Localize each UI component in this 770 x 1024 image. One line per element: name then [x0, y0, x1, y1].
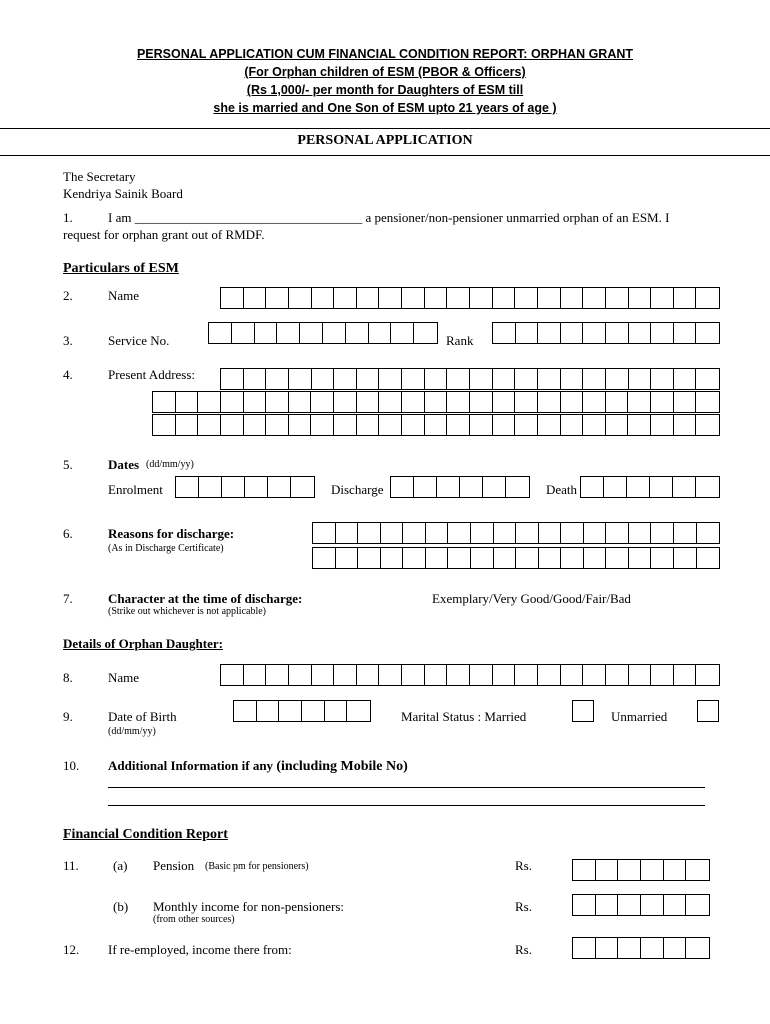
input-box[interactable]: [606, 665, 629, 685]
input-box[interactable]: [606, 548, 629, 568]
input-box[interactable]: [402, 665, 425, 685]
input-box[interactable]: [198, 392, 221, 412]
input-box[interactable]: [153, 415, 176, 435]
input-box[interactable]: [538, 369, 561, 389]
death-date-boxes[interactable]: [580, 476, 720, 498]
input-box[interactable]: [696, 288, 719, 308]
input-box[interactable]: [447, 392, 470, 412]
input-box[interactable]: [561, 548, 584, 568]
input-box[interactable]: [470, 288, 493, 308]
input-box[interactable]: [426, 548, 449, 568]
enrolment-label: Enrolment: [108, 482, 163, 497]
input-box[interactable]: [628, 415, 651, 435]
discharge-label: Discharge: [331, 482, 384, 497]
monthly-income-note: (from other sources): [153, 914, 235, 925]
input-box[interactable]: [425, 288, 448, 308]
character-note: (Strike out whichever is not applicable): [108, 606, 267, 617]
input-box[interactable]: [494, 523, 517, 543]
input-box[interactable]: [696, 323, 719, 343]
input-box[interactable]: [425, 665, 448, 685]
input-box[interactable]: [266, 415, 289, 435]
input-box[interactable]: [561, 288, 584, 308]
input-box[interactable]: [425, 415, 448, 435]
additional-info-label-a: Additional Information if any: [108, 758, 274, 773]
para-text: I am ___________________________________ a pensioner/non-pensioner unmarried orphan of an ESM. I: [108, 210, 670, 225]
input-box[interactable]: [447, 665, 470, 685]
input-box[interactable]: [403, 523, 426, 543]
input-box[interactable]: [266, 392, 289, 412]
input-box[interactable]: [221, 665, 244, 685]
input-box[interactable]: [596, 860, 619, 880]
item-number: 9.: [63, 709, 73, 724]
input-box[interactable]: [311, 415, 334, 435]
input-box[interactable]: [198, 415, 221, 435]
character-label: Character at the time of discharge:: [108, 591, 303, 606]
address-boxes-row2[interactable]: [152, 391, 720, 413]
input-box[interactable]: [606, 523, 629, 543]
addressee-line2: Kendriya Sainik Board: [63, 186, 183, 201]
input-box[interactable]: [515, 665, 538, 685]
item-number: 5.: [63, 457, 73, 472]
input-box[interactable]: [483, 477, 506, 497]
input-box[interactable]: [696, 369, 719, 389]
input-box[interactable]: [493, 323, 516, 343]
address-boxes-row1[interactable]: [220, 368, 720, 390]
para-text-cont: request for orphan grant out of RMDF.: [63, 227, 265, 242]
input-box[interactable]: [153, 392, 176, 412]
input-box[interactable]: [470, 665, 493, 685]
pension-amount-boxes[interactable]: [572, 859, 710, 881]
address-label: Present Address:: [108, 367, 196, 382]
sub-item-a: (a): [113, 858, 128, 873]
input-box[interactable]: [493, 392, 516, 412]
item-number: 8.: [63, 670, 73, 685]
input-box[interactable]: [573, 860, 596, 880]
reasons-boxes-row2[interactable]: [312, 547, 720, 569]
input-box[interactable]: [302, 701, 325, 721]
input-box[interactable]: [323, 323, 346, 343]
input-box[interactable]: [414, 477, 437, 497]
monthly-income-label: Monthly income for non-pensioners:: [153, 899, 344, 914]
input-box[interactable]: [674, 415, 697, 435]
input-box[interactable]: [651, 369, 674, 389]
input-box[interactable]: [289, 415, 312, 435]
input-box[interactable]: [538, 665, 561, 685]
input-box[interactable]: [618, 895, 641, 915]
input-box[interactable]: [448, 548, 471, 568]
input-box[interactable]: [596, 895, 619, 915]
dates-format: (dd/mm/yy): [146, 459, 194, 470]
input-box[interactable]: [515, 415, 538, 435]
input-box[interactable]: [358, 523, 381, 543]
rs-label: Rs.: [515, 899, 532, 914]
input-box[interactable]: [266, 665, 289, 685]
reasons-note: (As in Discharge Certificate): [108, 543, 224, 554]
input-box[interactable]: [674, 369, 697, 389]
divider: [0, 128, 770, 129]
orphan-heading: Details of Orphan Daughter:: [63, 636, 223, 651]
esm-name-boxes[interactable]: [220, 287, 720, 309]
item-number: 10.: [63, 758, 80, 773]
input-box[interactable]: [686, 860, 709, 880]
additional-info-label-b: (including Mobile No): [276, 759, 408, 774]
input-box[interactable]: [222, 477, 245, 497]
input-box[interactable]: [561, 415, 584, 435]
input-box[interactable]: [596, 938, 619, 958]
item-number: 4.: [63, 367, 73, 382]
item-number: 11.: [63, 858, 79, 873]
item-number: 2.: [63, 288, 73, 303]
input-box[interactable]: [289, 392, 312, 412]
input-box[interactable]: [379, 415, 402, 435]
item-number: 3.: [63, 333, 73, 348]
input-box[interactable]: [232, 323, 255, 343]
input-box[interactable]: [674, 523, 697, 543]
input-box[interactable]: [696, 477, 719, 497]
input-box[interactable]: [266, 369, 289, 389]
input-box[interactable]: [561, 665, 584, 685]
input-box[interactable]: [506, 477, 529, 497]
input-box[interactable]: [289, 665, 312, 685]
input-box[interactable]: [334, 665, 357, 685]
input-box[interactable]: [651, 665, 674, 685]
input-box[interactable]: [651, 323, 674, 343]
input-box[interactable]: [583, 369, 606, 389]
input-box[interactable]: [628, 392, 651, 412]
input-box[interactable]: [629, 548, 652, 568]
input-box[interactable]: [257, 701, 280, 721]
input-box[interactable]: [347, 701, 370, 721]
dob-boxes[interactable]: [233, 700, 371, 722]
input-box[interactable]: [176, 415, 199, 435]
reasons-label: Reasons for discharge:: [108, 526, 235, 541]
input-box[interactable]: [561, 369, 584, 389]
item-number: 12.: [63, 942, 80, 957]
reemployed-label: If re-employed, income there from:: [108, 942, 292, 957]
input-box[interactable]: [336, 548, 359, 568]
input-box[interactable]: [402, 369, 425, 389]
input-box[interactable]: [686, 895, 709, 915]
input-box[interactable]: [255, 323, 278, 343]
input-box[interactable]: [673, 477, 696, 497]
sub-item-b: (b): [113, 899, 129, 914]
input-box[interactable]: [311, 392, 334, 412]
input-box[interactable]: [325, 701, 348, 721]
input-box[interactable]: [268, 477, 291, 497]
input-box[interactable]: [471, 548, 494, 568]
input-box[interactable]: [651, 415, 674, 435]
input-box[interactable]: [538, 392, 561, 412]
input-box[interactable]: [561, 323, 584, 343]
input-box[interactable]: [651, 523, 674, 543]
input-box[interactable]: [244, 288, 267, 308]
input-box[interactable]: [583, 415, 606, 435]
input-box[interactable]: [279, 701, 302, 721]
input-box[interactable]: [402, 288, 425, 308]
additional-info-label: [108, 758, 408, 775]
unmarried-checkbox[interactable]: [697, 700, 719, 722]
input-box[interactable]: [515, 392, 538, 412]
input-box[interactable]: [447, 288, 470, 308]
input-box[interactable]: [471, 523, 494, 543]
input-box[interactable]: [234, 701, 257, 721]
input-box[interactable]: [448, 523, 471, 543]
rs-label: Rs.: [515, 942, 532, 957]
service-no-boxes[interactable]: [208, 322, 438, 344]
form-title: PERSONAL APPLICATION CUM FINANCIAL CONDITION REPORT: ORPHAN GRANT: [136, 47, 634, 61]
input-box[interactable]: [538, 288, 561, 308]
input-box[interactable]: [561, 392, 584, 412]
input-box[interactable]: [402, 415, 425, 435]
input-box[interactable]: [266, 288, 289, 308]
input-box[interactable]: [584, 548, 607, 568]
married-checkbox[interactable]: [572, 700, 594, 722]
input-box[interactable]: [629, 523, 652, 543]
input-box[interactable]: [651, 548, 674, 568]
input-box[interactable]: [391, 323, 414, 343]
input-box[interactable]: [686, 938, 709, 958]
addressee-line1: The Secretary: [63, 169, 136, 184]
form-subtitle-1: (For Orphan children of ESM (PBOR & Officers): [244, 65, 526, 79]
input-box[interactable]: [381, 523, 404, 543]
input-box[interactable]: [447, 369, 470, 389]
input-box[interactable]: [379, 392, 402, 412]
input-box[interactable]: [346, 323, 369, 343]
item-number: 6.: [63, 526, 73, 541]
input-box[interactable]: [674, 665, 697, 685]
input-box[interactable]: [334, 288, 357, 308]
divider: [0, 155, 770, 156]
input-box[interactable]: [697, 548, 720, 568]
input-box[interactable]: [336, 523, 359, 543]
input-box[interactable]: [470, 392, 493, 412]
input-box[interactable]: [573, 895, 596, 915]
input-box[interactable]: [629, 288, 652, 308]
input-box[interactable]: [379, 288, 402, 308]
input-box[interactable]: [277, 323, 300, 343]
input-box[interactable]: [538, 415, 561, 435]
input-box[interactable]: [583, 665, 606, 685]
input-box[interactable]: [629, 323, 652, 343]
input-box[interactable]: [583, 392, 606, 412]
input-box[interactable]: [357, 415, 380, 435]
input-box[interactable]: [447, 415, 470, 435]
pension-label: Pension: [153, 858, 195, 873]
input-box[interactable]: [674, 323, 697, 343]
input-box[interactable]: [539, 523, 562, 543]
additional-info-line-1[interactable]: [108, 787, 705, 788]
input-box[interactable]: [425, 392, 448, 412]
input-box[interactable]: [696, 392, 719, 412]
dob-format: (dd/mm/yy): [108, 726, 156, 737]
input-box[interactable]: [437, 477, 460, 497]
input-box[interactable]: [470, 415, 493, 435]
input-box[interactable]: [583, 288, 606, 308]
input-box[interactable]: [606, 369, 629, 389]
input-box[interactable]: [209, 323, 232, 343]
input-box[interactable]: [470, 369, 493, 389]
dob-label: Date of Birth: [108, 709, 177, 724]
input-box[interactable]: [334, 392, 357, 412]
form-subtitle-3: she is married and One Son of ESM upto 21 years of age ): [213, 101, 557, 115]
address-boxes-row3[interactable]: [152, 414, 720, 436]
input-box[interactable]: [334, 415, 357, 435]
input-box[interactable]: [493, 288, 516, 308]
input-box[interactable]: [493, 665, 516, 685]
input-box[interactable]: [606, 415, 629, 435]
input-box[interactable]: [651, 288, 674, 308]
input-box[interactable]: [627, 477, 650, 497]
input-box[interactable]: [515, 369, 538, 389]
input-box[interactable]: [516, 523, 539, 543]
input-box[interactable]: [414, 323, 437, 343]
discharge-date-boxes[interactable]: [390, 476, 530, 498]
input-box[interactable]: [664, 895, 687, 915]
reemployed-amount-boxes[interactable]: [572, 937, 710, 959]
input-box[interactable]: [402, 392, 425, 412]
input-box[interactable]: [606, 323, 629, 343]
input-box[interactable]: [539, 548, 562, 568]
input-box[interactable]: [460, 477, 483, 497]
financial-heading: Financial Condition Report: [63, 827, 228, 842]
dates-label: Dates: [108, 457, 140, 472]
input-box[interactable]: [199, 477, 222, 497]
death-label: Death: [546, 482, 578, 497]
input-box[interactable]: [357, 665, 380, 685]
input-box[interactable]: [289, 288, 312, 308]
section-title: PERSONAL APPLICATION: [297, 133, 473, 148]
monthly-income-boxes[interactable]: [572, 894, 710, 916]
input-box[interactable]: [581, 477, 604, 497]
input-box[interactable]: [573, 938, 596, 958]
input-box[interactable]: [426, 523, 449, 543]
input-box[interactable]: [221, 392, 244, 412]
input-box[interactable]: [403, 548, 426, 568]
input-box[interactable]: [538, 323, 561, 343]
item-number: 7.: [63, 591, 73, 606]
input-box[interactable]: [312, 665, 335, 685]
input-box[interactable]: [381, 548, 404, 568]
rs-label: Rs.: [515, 858, 532, 873]
input-box[interactable]: [391, 477, 414, 497]
particulars-heading: Particulars of ESM: [63, 261, 179, 276]
input-box[interactable]: [606, 392, 629, 412]
input-box[interactable]: [493, 415, 516, 435]
input-box[interactable]: [641, 895, 664, 915]
input-box[interactable]: [516, 323, 539, 343]
input-box[interactable]: [674, 288, 697, 308]
input-box[interactable]: [641, 938, 664, 958]
input-box[interactable]: [245, 477, 268, 497]
input-box[interactable]: [357, 369, 380, 389]
input-box[interactable]: [674, 392, 697, 412]
enrolment-date-boxes[interactable]: [175, 476, 315, 498]
input-box[interactable]: [650, 477, 673, 497]
input-box[interactable]: [493, 369, 516, 389]
input-box[interactable]: [674, 548, 697, 568]
character-options[interactable]: Exemplary/Very Good/Good/Fair/Bad: [432, 591, 631, 606]
input-box[interactable]: [289, 369, 312, 389]
input-box[interactable]: [696, 415, 719, 435]
pension-note: (Basic pm for pensioners): [205, 861, 309, 872]
input-box[interactable]: [176, 392, 199, 412]
input-box[interactable]: [651, 392, 674, 412]
esm-name-label: Name: [108, 288, 140, 303]
additional-info-line-2[interactable]: [108, 805, 705, 806]
form-subtitle-2: (Rs 1,000/- per month for Daughters of ESM till: [246, 83, 524, 97]
input-box[interactable]: [561, 523, 584, 543]
daughter-name-label: Name: [108, 670, 140, 685]
input-box[interactable]: [618, 938, 641, 958]
input-box[interactable]: [221, 415, 244, 435]
input-box[interactable]: [312, 369, 335, 389]
reasons-boxes-row1[interactable]: [312, 522, 720, 544]
rank-boxes[interactable]: [492, 322, 720, 344]
input-box[interactable]: [300, 323, 323, 343]
input-box[interactable]: [696, 665, 719, 685]
input-box[interactable]: [313, 523, 336, 543]
input-box[interactable]: [313, 548, 336, 568]
input-box[interactable]: [244, 665, 267, 685]
input-box[interactable]: [357, 288, 380, 308]
input-box[interactable]: [244, 392, 267, 412]
input-box[interactable]: [618, 860, 641, 880]
input-box[interactable]: [516, 548, 539, 568]
input-box[interactable]: [244, 369, 267, 389]
input-box[interactable]: [221, 369, 244, 389]
input-box[interactable]: [357, 392, 380, 412]
unmarried-label: Unmarried: [611, 709, 668, 724]
input-box[interactable]: [641, 860, 664, 880]
input-box[interactable]: [629, 369, 652, 389]
input-box[interactable]: [606, 288, 629, 308]
input-box[interactable]: [697, 523, 720, 543]
input-box[interactable]: [664, 860, 687, 880]
input-box[interactable]: [334, 369, 357, 389]
para-number: 1.: [63, 210, 73, 225]
daughter-name-boxes[interactable]: [220, 664, 720, 686]
marital-status-label: Marital Status : Married: [401, 709, 527, 724]
input-box[interactable]: [584, 523, 607, 543]
input-box[interactable]: [604, 477, 627, 497]
input-box[interactable]: [379, 665, 402, 685]
input-box[interactable]: [664, 938, 687, 958]
input-box[interactable]: [221, 288, 244, 308]
input-box[interactable]: [244, 415, 267, 435]
input-box[interactable]: [583, 323, 606, 343]
input-box[interactable]: [358, 548, 381, 568]
input-box[interactable]: [369, 323, 392, 343]
input-box[interactable]: [379, 369, 402, 389]
input-box[interactable]: [312, 288, 335, 308]
rank-label: Rank: [446, 333, 474, 348]
input-box[interactable]: [176, 477, 199, 497]
input-box[interactable]: [425, 369, 448, 389]
input-box[interactable]: [629, 665, 652, 685]
service-no-label: Service No.: [108, 333, 170, 348]
input-box[interactable]: [515, 288, 538, 308]
input-box[interactable]: [291, 477, 314, 497]
input-box[interactable]: [494, 548, 517, 568]
